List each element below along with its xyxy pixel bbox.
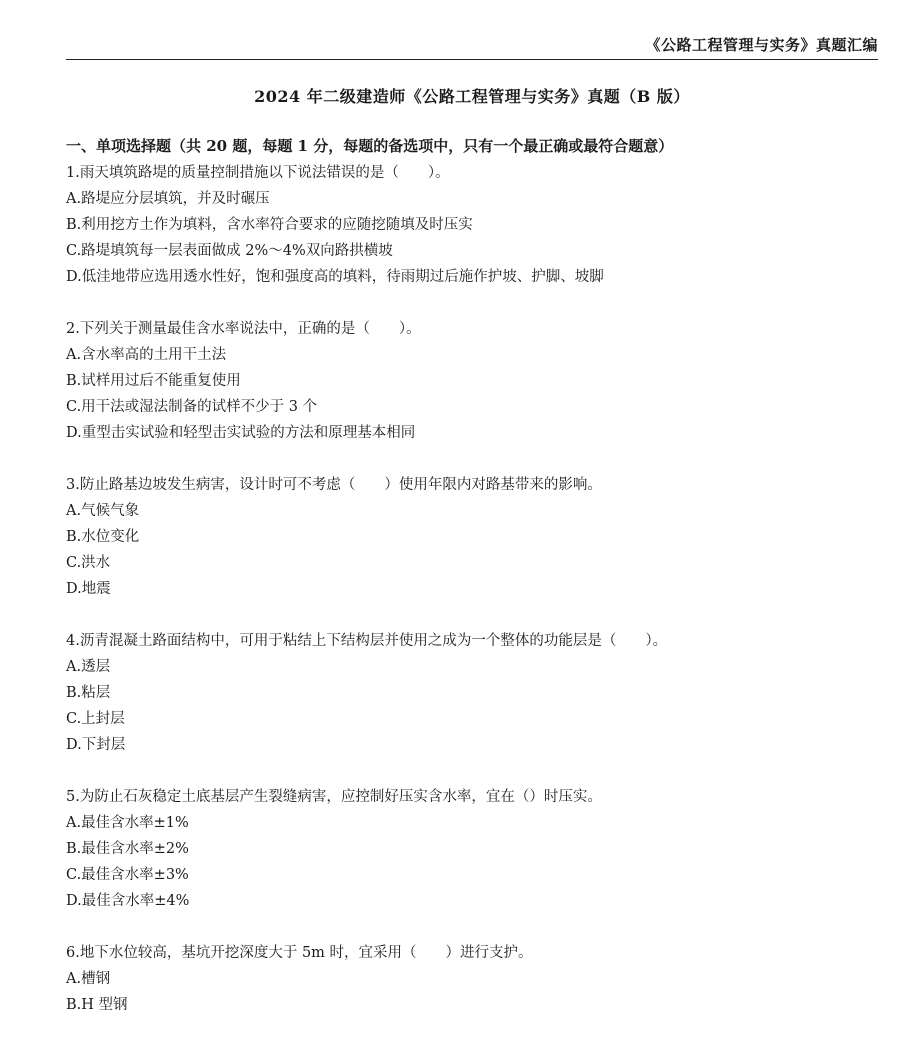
option-b: B.粘层 [66,685,111,701]
page-header [66,33,878,60]
question-stem: 2.下列关于测量最佳含水率说法中，正确的是（ ）。 [66,321,421,337]
option-c: C.洪水 [66,555,111,571]
question-2 [66,316,866,446]
section-heading: 一、单项选择题（共 20 题，每题 1 分，每题的备选项中，只有一个最正确或最符合题意） [66,137,674,155]
option-a: A.路堤应分层填筑，并及时碾压 [66,191,270,207]
question-stem: 3.防止路基边坡发生病害，设计时可不考虑（ ）使用年限内对路基带来的影响。 [66,477,602,493]
option-d: D.最佳含水率±4% [66,893,190,909]
option-b: B.最佳含水率±2% [66,841,189,857]
option-a: A.透层 [66,659,111,675]
option-d: D.重型击实试验和轻型击实试验的方法和原理基本相同 [66,425,416,441]
question-3 [66,472,866,602]
option-a: A.含水率高的土用干土法 [66,347,227,363]
option-c: C.最佳含水率±3% [66,867,189,883]
question-list [66,160,866,1044]
document-title: 2024 年二级建造师《公路工程管理与实务》真题（B 版） [254,87,690,106]
option-b: B.H 型钢 [66,997,128,1013]
question-stem: 4.沥青混凝土路面结构中，可用于粘结上下结构层并使用之成为一个整体的功能层是（ ）。 [66,633,668,649]
question-stem: 6.地下水位较高，基坑开挖深度大于 5m 时，宜采用（ ）进行支护。 [66,945,533,961]
option-b: B.水位变化 [66,529,140,545]
question-4 [66,628,866,758]
option-c: C.用干法或湿法制备的试样不少于 3 个 [66,399,318,415]
question-1 [66,160,866,290]
option-d: D.低洼地带应选用透水性好，饱和强度高的填料，待雨期过后施作护坡、护脚、坡脚 [66,269,604,285]
question-5 [66,784,866,914]
option-d: D.下封层 [66,737,126,753]
option-a: A.槽钢 [66,971,111,987]
option-c: C.路堤填筑每一层表面做成 2%～4%双向路拱横坡 [66,243,393,259]
question-6 [66,940,866,1018]
running-title: 《公路工程管理与实务》真题汇编 [645,36,878,54]
question-stem: 5.为防止石灰稳定土底基层产生裂缝病害，应控制好压实含水率，宜在（）时压实。 [66,789,602,805]
option-a: A.气候气象 [66,503,140,519]
option-b: B.利用挖方土作为填料，含水率符合要求的应随挖随填及时压实 [66,217,473,233]
option-c: C.上封层 [66,711,125,727]
option-b: B.试样用过后不能重复使用 [66,373,241,389]
question-stem: 1.雨天填筑路堤的质量控制措施以下说法错误的是（ ）。 [66,165,450,181]
option-d: D.地震 [66,581,111,597]
option-a: A.最佳含水率±1% [66,815,189,831]
